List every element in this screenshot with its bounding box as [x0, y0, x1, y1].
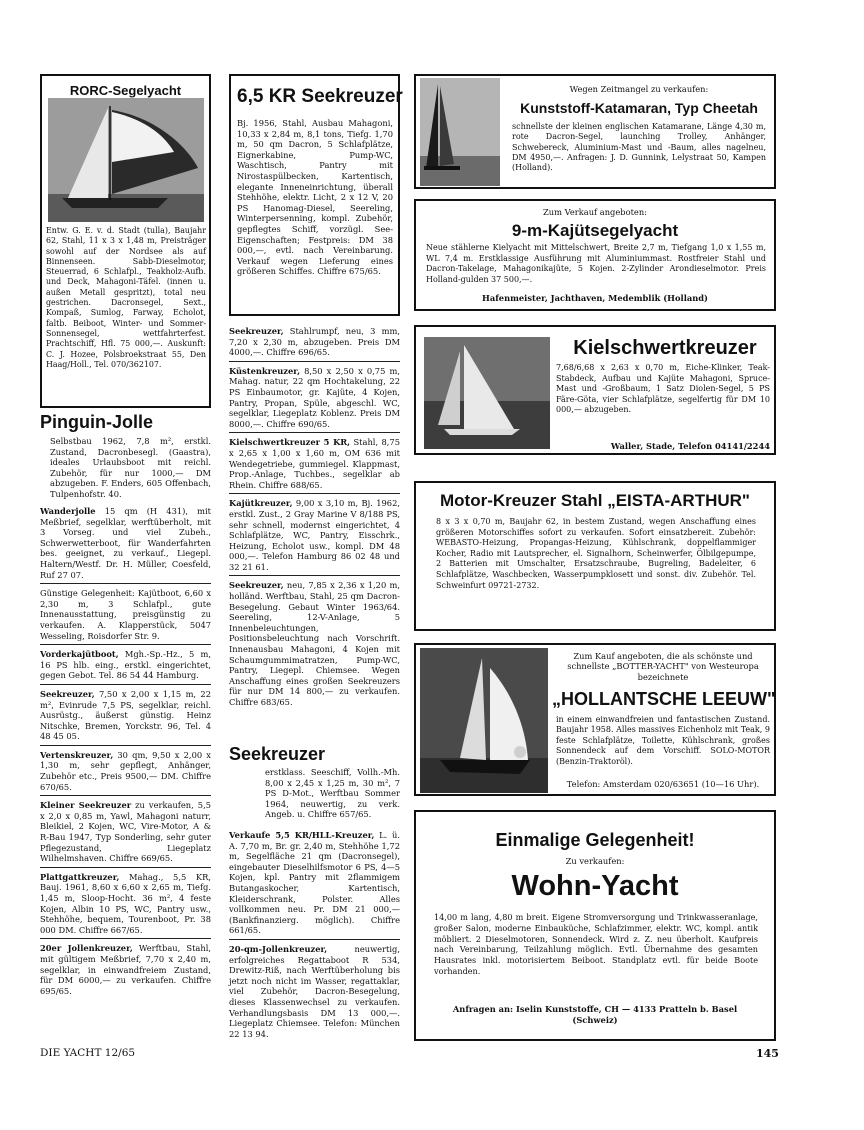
- ad-kicker: Zum Kauf angeboten, die als schönste und schnellste „BOTTER-YACHT" von Westeuropa bezeichnete: [567, 651, 759, 682]
- ad-seekreuzer: [229, 744, 400, 820]
- ad-text: in einem einwandfreien und fantastischen Zustand. Baujahr 1958. Alles massives Eichenholz mit Teak, 9 feste Schlafplätze, Toilette, Kühlschrank, großes Sonnendeck auf dem Vorschiff. SOLO-MOTOR (Benzin-Traktoröl).: [556, 715, 770, 766]
- classified-ad-text: 9,00 x 3,10 m, Bj. 1962, erstkl. Zust., 2 Gray Marine V 8/188 PS, sehr schnell, modernst eingerichtet, 4 Schlafplätze, WC, Pantry, Eisschrk., Heizung, Echolot usw., kompl. DM 48 000,—. Telefon Hamburg 86 02 48 und 32 21 61.: [229, 498, 400, 572]
- classified-list-col2-bottom: [229, 830, 400, 1042]
- ad-title: 6,5 KR Seekreuzer: [237, 86, 403, 107]
- ad-title: Pinguin-Jolle: [40, 412, 154, 432]
- ad-kicker: Zum Verkauf angeboten:: [543, 207, 647, 217]
- classified-ad-text: L. ü. A. 7,70 m, Br. gr. 2,40 m, Stehhöhe 1,72 m, Segelfläche 21 qm (Dacronsegel), eingebauter Dieselhilfsmotor 6 PS, 4—5 Kojen, kpl. Pantry mit 2flammigem Butangaskocher, Kartentisch, Kleiderschrank, Polster. Alles vollkommen neu. Pr. DM 21 000,— (Bankfinanzierg. möglich). Chiffre 661/65.: [229, 830, 401, 936]
- divider: [40, 867, 211, 868]
- classified-ad: [229, 326, 400, 358]
- classified-ad-lead: Küstenkreuzer,: [229, 365, 300, 376]
- ad-headline: Wohn-Yacht: [511, 870, 679, 902]
- classified-ad-lead: Seekreuzer,: [40, 688, 95, 699]
- ad-eista-arthur: [414, 481, 776, 631]
- classified-ad-text: Günstige Gelegenheit: Kajütboot, 6,60 x 2,30 m, 3 Schlafpl., gute Innenausstattung, preisgünstig zu verkaufen. A. Klapperstück, 5047 Wesseling, Roisdorfer Str. 9.: [40, 588, 211, 641]
- ad-title: Seekreuzer: [229, 744, 326, 764]
- classified-ad-text: 7,50 x 2,00 x 1,15 m, 22 m², Evinrude 7,5 PS, segelklar, reichl. Ausrüstg., äußerst günstig. Heinz Nitschke, Bremen, Yorckstr. 96, Tel. 4 48 45 05.: [40, 688, 211, 742]
- ad-title: Motor-Kreuzer Stahl „EISTA-ARTHUR": [440, 491, 750, 510]
- ad-contact: Waller, Stade, Telefon 04141/2244: [610, 441, 770, 451]
- divider: [40, 938, 211, 939]
- ad-title: 9-m-Kajütsegelyacht: [511, 221, 679, 240]
- ad-title: Kunststoff-Katamaran, Typ Cheetah: [520, 100, 758, 116]
- ad-title: „HOLLANTSCHE LEEUW": [552, 689, 776, 709]
- classified-ad-lead: Kleiner Seekreuzer: [40, 800, 132, 811]
- divider: [40, 745, 211, 746]
- ad-hollantsche-leeuw: [414, 643, 776, 796]
- classified-ad-text: Werftbau, Stahl, mit gültigem Meßbrief, 7,70 x 2,40 m, segelklar, in einwandfreiem Zustand, für DM 6000,— zu verkaufen. Chiffre 695/65.: [40, 943, 211, 996]
- catamaran-photo: [420, 78, 500, 186]
- classified-ad-text: Stahlrumpf, neu, 3 mm, 7,20 x 2,30 m, abzugeben. Preis DM 4000,—. Chiffre 696/65.: [229, 326, 400, 358]
- page-number: 145: [756, 1047, 779, 1060]
- ad-rorc-segelyacht: [40, 74, 211, 408]
- ad-kielschwertkreuzer: [414, 325, 776, 455]
- classified-ad-text: 30 qm, 9,50 x 2,00 x 1,30 m, sehr gepflegt, Anhänger, Zubehör etc., Preis 9500,— DM. Chiffre 670/65.: [40, 749, 211, 792]
- classified-ad-text: Mgh.-Sp.-Hz., 5 m, 16 PS hlb. eing., erstkl. eingerichtet, gegen Gebot. Tel. 86 54 44 Hamburg.: [40, 649, 211, 681]
- classified-ad-lead: Kajütkreuzer,: [229, 498, 293, 509]
- classified-ad: [40, 689, 211, 742]
- sailboat-photo: [48, 98, 204, 222]
- ad-text: Selbstbau 1962, 7,8 m², erstkl. Zustand, Dacronbesegl. (Gaastra), ideales Urlaubsboot mit reichl. Zubehör, für nur 1000,— DM abzugeben. F. Enders, 605 Offenbach, Tulpenhofstr. 40.: [50, 436, 211, 499]
- ad-text: erstklass. Seeschiff, Vollh.-Mh. 8,00 x 2,45 x 1,25 m, 30 m², 7 PS D-Mot., Werftbau Sommer 1964, neuwertig, zu verk. Angeb. u. Chiffre 657/65.: [265, 767, 400, 820]
- divider: [229, 939, 400, 940]
- ad-contact: Anfragen an: Iselin Kunststoffe, CH — 4133 Pratteln b. Basel (Schweiz): [452, 1004, 738, 1025]
- ad-kicker: Wegen Zeitmangel zu verkaufen:: [569, 84, 709, 94]
- divider: [40, 644, 211, 645]
- ad-text: Entw. G. E. v. d. Stadt (tulla), Baujahr 62, Stahl, 11 x 3 x 1,48 m, Preisträger sowohl auf der Nordsee als auf Binnenseen. Sabb-Dieselmotor, Steuerrad, 6 Schlafpl., Teakholz-Aufb. und Deck, Mahagoni-Täfel. (innen u. außen Metall gespritzt), total neu gestrichen. Dacronsegel, Sext., Kompaß, Sumlog, Farway, Echolot, faltb. Beiboot, Winter- und Sommer-Sonnensegel, wettfahrterfest. Prachtschiff, Hfl. 75 000,—. Auskunft: C. J. Hozee, Polsbroekstraat 55, Den Haag/Holl., Tel. 070/362107.: [46, 226, 206, 369]
- magazine-footer: DIE YACHT 12/65: [40, 1047, 136, 1059]
- classified-ad-lead: Kielschwertkreuzer 5 KR,: [229, 437, 351, 448]
- ad-contact: Hafenmeister, Jachthaven, Medemblik (Holland): [482, 293, 708, 303]
- classified-ad: [40, 800, 211, 864]
- classified-ad: [40, 943, 211, 996]
- ad-pinguin-jolle: [40, 412, 211, 500]
- classified-ad-lead: Seekreuzer,: [229, 580, 284, 591]
- divider: [40, 795, 211, 796]
- divider: [229, 575, 400, 576]
- classified-ad: [229, 580, 400, 707]
- divider: [40, 583, 211, 584]
- ad-text: 14,00 m lang, 4,80 m breit. Eigene Stromversorgung und Trinkwasseranlage, großer Salon, moderne Einbauküche, Schlafzimmer, elektr. WC, kompl. antik möbliert. 2 Dieselmotoren, Sonnendeck. Wird z. Z. neu überholt. Kaufpreis nach Vereinbarung, Teilzahlung möglich. Evtl. Übernahme des gesamten Hausrates inkl. motorisiertem Beiboot. Standplatz evtl. für beide Boote vorhanden.: [434, 912, 758, 976]
- classified-ad-text: zu verkaufen, 5,5 x 2,0 x 0,85 m, Yawl, Mahagoni naturr, Bleikiel, 2 Kojen, WC, Vire-Motor, A & R-Bau 1947, Typ Sonderling, sehr guter Pflegezustand, Liegeplatz Wilhelmshaven. Chiffre 669/65.: [40, 800, 211, 864]
- classified-ad-text: neuwertig, erfolgreiches Regattaboot R 534, Drewitz-Riß, nach Werftüberholung bis jetzt noch nicht im Wasser, regattaklar, viel Zubehör, Dacron-Besegelung, dieses Klassenwechsel zu verkaufen. Verhandlungsbasis DM 13 000,—. Liegeplatz Chiemsee. Telefon: München 22 13 94.: [229, 943, 400, 1039]
- classified-ad: [40, 750, 211, 792]
- classified-ad-lead: Plattgattkreuzer,: [40, 871, 120, 882]
- classified-ad-text: 15 qm (H 431), mit Meßbrief, segelklar, werftüberholt, mit 3 Vorseg. und viel Zubeh., Schwerwetterboot, für Wanderfahrten bes. geeignet, zu verkauf., Liegepl. Haltern/Westf. Dr. H. Müller, Coesfeld, Ruf 27 07.: [40, 506, 211, 580]
- ad-text: 7,68/6,68 x 2,63 x 0,70 m, Eiche-Klinker, Teak-Stabdeck, Aufbau und Kajüte Mahagoni, Spruce-Mast und -Großbaum, 1 Satz Diolen-Segel, 5 PS Färe-Göta, vier Schlafplätze, segelfertig für DM 10 000,— abzugeben.: [556, 363, 770, 415]
- ad-text: Neue stählerne Kielyacht mit Mittelschwert, Breite 2,7 m, Tiefgang 1,0 x 1,55 m, WL 7,4 m. Erstklassige Ausführung mit Aluminiummast. Rostfreier Stahl und Dacron-Takelage, Mahagonikajüte, 5 Kojen. 2-Zylinder Arondieselmotor. Preis Holland-gulden 37 500,—.: [426, 243, 766, 284]
- ad-6-5-kr-seekreuzer: [229, 74, 403, 316]
- classified-ad-lead: Wanderjolle: [40, 506, 96, 516]
- classified-ad: [40, 588, 211, 641]
- classified-ad-lead: 20-qm-Jollenkreuzer,: [229, 943, 328, 954]
- classified-ad: [229, 944, 400, 1039]
- botter-yacht-photo: [420, 648, 548, 793]
- classified-ad-text: 8,50 x 2,50 x 0,75 m, Mahag. natur, 22 qm Hochtakelung, 22 PS Einbaumotor, gr. Kajüte, 4 Kojen, Pantry, Propan, Spüle, abgeschl. WC, segelklar, Liegeplatz Koblenz. Preis DM 8000,—. Chiffre 690/65.: [229, 365, 400, 429]
- ad-9m-kajuetsegelyacht: [414, 199, 776, 311]
- classified-ad: [40, 649, 211, 681]
- ad-kicker: Zu verkaufen:: [565, 856, 625, 866]
- classified-list-col2: [229, 326, 400, 711]
- classified-ad-lead: Verkaufe 5,5 KR/HLL-Kreuzer,: [229, 830, 375, 840]
- classified-ad: [229, 366, 400, 430]
- classified-ad: [229, 830, 400, 936]
- ad-title: Einmalige Gelegenheit!: [495, 830, 695, 850]
- ad-contact: Telefon: Amsterdam 020/63651 (10—16 Uhr).: [566, 779, 760, 789]
- classified-ad: [229, 437, 400, 490]
- divider: [229, 493, 400, 494]
- divider: [40, 684, 211, 685]
- classified-ad-text: Mahag., 5,5 KR, Bauj. 1961, 8,60 x 6,60 x 2,65 m, Tiefg. 1,45 m, Sloop-Hocht. 36 m², 4 feste Kojen, Albin 10 PS, WC, Pantry usw., Stehhöhe, bequem, Tourenboot, Pr. 38 000 DM. Chiffre 667/65.: [40, 871, 211, 935]
- ad-text: 8 x 3 x 0,70 m, Baujahr 62, in bestem Zustand, wegen Anschaffung eines größeren Motorschiffes sofort zu verkaufen. Sofort einsatzbereit. Zubehör: WEBASTO-Heizung, Propangas-Heizung, Kühlschrank, doppelflammiger Kocher, Radio mit Lautsprecher, el. Signalhorn, Scheinwerfer, Ölbilgepumpe, 2 Batterien mit Umschalter, Ersatzschraube, Bugreling, Badeleiter, 6 Schlafplätze, Waschbecken, Wasserpumpklosett und sonst. div. Zubehör. Tel. Schweinfurt 09721-2732.: [436, 517, 756, 590]
- classified-ad-lead: 20er Jollenkreuzer,: [40, 943, 133, 954]
- classified-ad: [40, 872, 211, 936]
- ad-katamaran-cheetah: [414, 74, 776, 189]
- ad-wohn-yacht: [414, 810, 776, 1041]
- sailboat-photo: [424, 337, 550, 449]
- divider: [229, 361, 400, 362]
- classified-ad-lead: Vertenskreuzer,: [40, 749, 114, 760]
- classified-ad-lead: Vorderkajütboot,: [40, 649, 119, 660]
- ad-text: Bj. 1956, Stahl, Ausbau Mahagoni, 10,33 x 2,84 m, 8,1 tons, Tiefg. 1,70 m, 50 qm Dacron, 5 Schlafplätze, Eignerkabine, Pump-WC, Waschtisch, Pantry mit Nirostaspülbecken, Kartentisch, elegante Inneneinrichtung, überall Stehhöhe, elektr. Licht, 2 x 12 V, 20 PS Hanomag-Diesel, Seereling, Winterpersenning, kompl. Zubehör, gepflegtes Schiff, vorzügl. See-Eigenschaften; Festpreis: DM 38 000,—, evtl. nach Vereinbarung. Verkauf wegen Lieferung eines größeren Schiffes. Chiffre 675/65.: [237, 118, 393, 277]
- divider: [229, 432, 400, 433]
- classified-ad-lead: Seekreuzer,: [229, 326, 284, 336]
- classified-ad: [40, 506, 211, 580]
- classified-ad: [229, 498, 400, 572]
- classified-ad-text: Stahl, 8,75 x 2,65 x 1,00 x 1,60 m, OM 636 mit Wendegetriebe, gummiegel. Klappmast, Prop.-Anlage, Tuchbes., segelklar ab Rhein. Chiffre 688/65.: [229, 437, 400, 490]
- classified-ad-text: neu, 7,85 x 2,36 x 1,20 m, holländ. Werftbau, Stahl, 25 qm Dacron-Besegelung. Gebaut Winter 1963/64. Seereling, 12-V-Anlage, 5 Innenbeleuchtungen, Positionsbeleuchtung nach Vorschrift. Innenausbau Mahagoni, 4 Kojen mit Schaumgummimatratzen, Pump-WC, Pantry, Liegepl. Chiemsee. Wegen Anschaffung eines großen Seekreuzers für nur DM 14 800,— zu verkaufen. Chiffre 683/65.: [229, 580, 400, 707]
- ad-title: RORC-Segelyacht: [69, 83, 182, 98]
- ad-text: schnellste der kleinen englischen Katamarane, Länge 4,30 m, rote Dacron-Segel, launching Trolley, Anhänger, Schwebereck, Aluminium-Mast und -Baum, alles nagelneu, DM 4950,—. Anfragen: J. D. Gunnink, Lelystraat 50, Kampen (Holland).: [512, 122, 766, 173]
- ad-title: Kielschwertkreuzer: [573, 337, 757, 359]
- classified-list-col1: [40, 506, 211, 999]
